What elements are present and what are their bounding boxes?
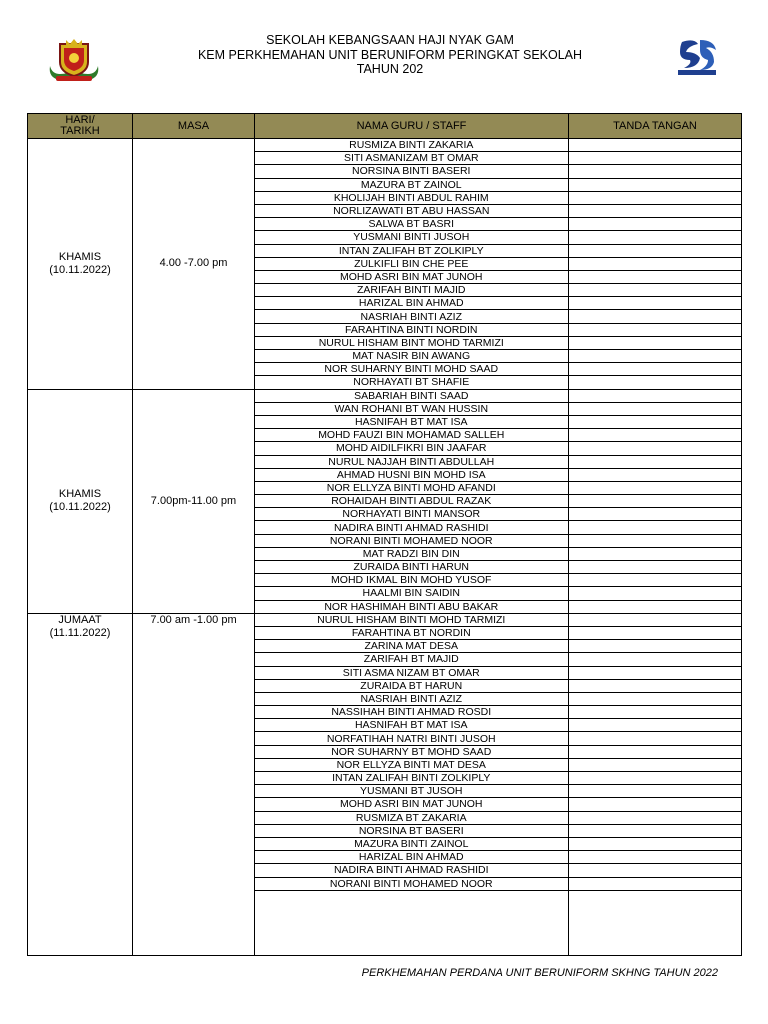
header-nama: NAMA GURU / STAFF (255, 114, 569, 138)
session-date: (11.11.2022) (49, 626, 111, 639)
signature-field[interactable] (568, 178, 741, 191)
staff-row (255, 547, 741, 560)
staff-name: ZARIFAH BT MAJID (255, 653, 568, 666)
signature-field[interactable] (568, 376, 741, 389)
signature-field[interactable] (568, 614, 741, 627)
staff-row (255, 468, 741, 481)
staff-row (255, 244, 741, 257)
event-year: TAHUN 202 (356, 62, 424, 76)
session-day-cell (28, 389, 133, 613)
staff-row (255, 455, 741, 468)
session-group-row (28, 389, 742, 613)
signature-field[interactable] (568, 521, 741, 534)
signature-field[interactable] (568, 851, 741, 864)
staff-name: NORFATIHAH NATRI BINTI JUSOH (255, 732, 568, 745)
signature-field[interactable] (568, 785, 741, 798)
staff-row (255, 257, 741, 270)
staff-row (255, 745, 741, 758)
staff-row (255, 508, 741, 521)
staff-name: MOHD FAUZI BIN MOHAMAD SALLEH (255, 429, 568, 442)
session-day-cell (28, 139, 133, 390)
staff-row (255, 165, 741, 178)
staff-row (255, 600, 741, 613)
staff-row (255, 376, 741, 389)
header-hari-tarikh: HARI/ TARIKH (28, 114, 133, 139)
staff-name: MAT NASIR BIN AWANG (255, 350, 568, 363)
session-date: (10.11.2022) (49, 263, 111, 276)
signature-field[interactable] (568, 152, 741, 165)
staff-name: NURUL HISHAM BINTI MOHD TARMIZI (255, 614, 568, 627)
staff-row (255, 231, 741, 244)
staff-name: NADIRA BINTI AHMAD RASHIDI (255, 864, 568, 877)
staff-name: YUSMANI BT JUSOH (255, 785, 568, 798)
session-date: (10.11.2022) (49, 501, 111, 514)
signature-field[interactable] (568, 310, 741, 323)
staff-name: ZARINA MAT DESA (255, 640, 568, 653)
staff-row (255, 666, 741, 679)
signature-field[interactable] (568, 653, 741, 666)
staff-row (255, 837, 741, 850)
staff-name: HASNIFAH BT MAT ISA (255, 415, 568, 428)
session-time: 7.00 am -1.00 pm (150, 613, 237, 626)
staff-row (255, 679, 741, 692)
staff-row (255, 363, 741, 376)
staff-name: INTAN ZALIFAH BINTI ZOLKIPLY (255, 772, 568, 785)
staff-name: NASRIAH BINTI AZIZ (255, 310, 568, 323)
signature-field[interactable] (568, 297, 741, 310)
staff-name: NOR SUHARNY BT MOHD SAAD (255, 745, 568, 758)
signature-field[interactable] (568, 508, 741, 521)
staff-name: HAALMI BIN SAIDIN (255, 587, 568, 600)
signature-field[interactable] (568, 244, 741, 257)
staff-row (255, 640, 741, 653)
staff-name: RUSMIZA BT ZAKARIA (255, 811, 568, 824)
staff-row (255, 323, 741, 336)
signature-field[interactable] (568, 191, 741, 204)
signature-field[interactable] (568, 706, 741, 719)
staff-row (255, 692, 741, 705)
staff-name: NORANI BINTI MOHAMED NOOR (255, 877, 568, 890)
signature-field[interactable] (568, 495, 741, 508)
staff-name: NORSINA BT BASERI (255, 824, 568, 837)
session-time: 4.00 -7.00 pm (159, 257, 228, 270)
blank-name-cell (255, 890, 568, 955)
signature-field[interactable] (568, 363, 741, 376)
staff-row (255, 732, 741, 745)
staff-name: MAZURA BT ZAINOL (255, 178, 568, 191)
signature-field[interactable] (568, 429, 741, 442)
signature-field[interactable] (568, 692, 741, 705)
session-day: KHAMIS (58, 250, 102, 263)
staff-name: MOHD ASRI BIN MAT JUNOH (255, 798, 568, 811)
staff-name: MOHD AIDILFIKRI BIN JAAFAR (255, 442, 568, 455)
staff-row (255, 297, 741, 310)
signature-field[interactable] (568, 139, 741, 152)
signature-field[interactable] (568, 811, 741, 824)
signature-field[interactable] (568, 877, 741, 890)
signature-field[interactable] (568, 732, 741, 745)
staff-name: MOHD IKMAL BIN MOHD YUSOF (255, 574, 568, 587)
staff-name: NASRIAH BINTI AZIZ (255, 692, 568, 705)
staff-row (255, 191, 741, 204)
blank-signature-field[interactable] (568, 890, 741, 955)
staff-row (255, 864, 741, 877)
session-group-row (28, 613, 742, 955)
staff-row (255, 270, 741, 283)
staff-name: NORHAYATI BT SHAFIE (255, 376, 568, 389)
ministry-logo-icon (674, 36, 720, 78)
signature-field[interactable] (568, 415, 741, 428)
staff-name: AHMAD HUSNI BIN MOHD ISA (255, 468, 568, 481)
staff-name: SITI ASMA NIZAM BT OMAR (255, 666, 568, 679)
staff-name: MAT RADZI BIN DIN (255, 547, 568, 560)
header-masa: MASA (133, 114, 255, 139)
signature-field[interactable] (568, 390, 741, 403)
signature-field[interactable] (568, 231, 741, 244)
staff-row (255, 336, 741, 349)
staff-list-cell (255, 613, 742, 955)
signature-field[interactable] (568, 323, 741, 336)
staff-row (255, 851, 741, 864)
staff-row (255, 719, 741, 732)
session-day: JUMAAT (58, 613, 102, 626)
header-nama-tanda (255, 114, 742, 139)
attendance-table (27, 113, 742, 956)
staff-row (255, 561, 741, 574)
staff-row (255, 204, 741, 217)
signature-field[interactable] (568, 204, 741, 217)
staff-row (255, 139, 741, 152)
staff-name: FARAHTINA BINTI NORDIN (255, 323, 568, 336)
signature-field[interactable] (568, 666, 741, 679)
signature-field[interactable] (568, 257, 741, 270)
staff-row (255, 614, 741, 627)
staff-name: NOR ELLYZA BINTI MAT DESA (255, 758, 568, 771)
staff-name: HASNIFAH BT MAT ISA (255, 719, 568, 732)
staff-name: NURUL HISHAM BINT MOHD TARMIZI (255, 336, 568, 349)
signature-field[interactable] (568, 336, 741, 349)
staff-name: ROHAIDAH BINTI ABDUL RAZAK (255, 495, 568, 508)
staff-name: SALWA BT BASRI (255, 218, 568, 231)
staff-row (255, 811, 741, 824)
staff-name: SITI ASMANIZAM BT OMAR (255, 152, 568, 165)
staff-name: ZULKIFLI BIN CHE PEE (255, 257, 568, 270)
staff-list-cell (255, 389, 742, 613)
staff-row (255, 218, 741, 231)
staff-name: NOR ELLYZA BINTI MOHD AFANDI (255, 481, 568, 494)
signature-field[interactable] (568, 719, 741, 732)
staff-row (255, 310, 741, 323)
school-crest-icon (46, 36, 102, 84)
staff-row (255, 402, 741, 415)
staff-row (255, 758, 741, 771)
session-day: KHAMIS (58, 488, 102, 501)
staff-name: ZURAIDA BT HARUN (255, 679, 568, 692)
signature-field[interactable] (568, 402, 741, 415)
staff-row (255, 415, 741, 428)
event-title: KEM PERKHEMAHAN UNIT BERUNIFORM PERINGKAT SEKOLAH (197, 47, 583, 62)
staff-name: HARIZAL BIN AHMAD (255, 851, 568, 864)
signature-field[interactable] (568, 270, 741, 283)
staff-row (255, 350, 741, 363)
staff-name: RUSMIZA BINTI ZAKARIA (255, 139, 568, 152)
staff-name: NORHAYATI BINTI MANSOR (255, 508, 568, 521)
signature-field[interactable] (568, 679, 741, 692)
document-header (110, 33, 670, 77)
header-tanda-tangan: TANDA TANGAN (613, 120, 697, 132)
signature-field[interactable] (568, 640, 741, 653)
signature-field[interactable] (568, 864, 741, 877)
session-time-cell (133, 613, 255, 955)
staff-row (255, 495, 741, 508)
staff-row (255, 390, 741, 403)
session-day-cell (28, 613, 133, 955)
staff-row (255, 284, 741, 297)
signature-field[interactable] (568, 574, 741, 587)
staff-row (255, 772, 741, 785)
page-footer: PERKHEMAHAN PERDANA UNIT BERUNIFORM SKHNG TAHUN 2022 (361, 967, 718, 979)
signature-field[interactable] (568, 587, 741, 600)
signature-field[interactable] (568, 547, 741, 560)
session-time-cell (133, 139, 255, 390)
staff-row (255, 534, 741, 547)
staff-list-cell (255, 139, 742, 390)
staff-name: ZARIFAH BINTI MAJID (255, 284, 568, 297)
staff-name: NORLIZAWATI BT ABU HASSAN (255, 204, 568, 217)
signature-field[interactable] (568, 772, 741, 785)
staff-row (255, 429, 741, 442)
signature-field[interactable] (568, 481, 741, 494)
signature-field[interactable] (568, 745, 741, 758)
staff-row (255, 798, 741, 811)
signature-field[interactable] (568, 758, 741, 771)
signature-field[interactable] (568, 626, 741, 639)
staff-row (255, 824, 741, 837)
staff-row (255, 178, 741, 191)
staff-name: NURUL NAJJAH BINTI ABDULLAH (255, 455, 568, 468)
signature-field[interactable] (568, 165, 741, 178)
staff-name: INTAN ZALIFAH BT ZOLKIPLY (255, 244, 568, 257)
staff-row (255, 152, 741, 165)
session-time: 7.00pm-11.00 pm (150, 494, 237, 507)
staff-name: NOR HASHIMAH BINTI ABU BAKAR (255, 600, 568, 613)
signature-field[interactable] (568, 600, 741, 613)
signature-field[interactable] (568, 455, 741, 468)
staff-name: NOR SUHARNY BINTI MOHD SAAD (255, 363, 568, 376)
staff-name: KHOLIJAH BINTI ABDUL RAHIM (255, 191, 568, 204)
school-name: SEKOLAH KEBANGSAAN HAJI NYAK GAM (266, 33, 514, 47)
signature-field[interactable] (568, 561, 741, 574)
staff-name: NADIRA BINTI AHMAD RASHIDI (255, 521, 568, 534)
staff-name: HARIZAL BIN AHMAD (255, 297, 568, 310)
signature-field[interactable] (568, 837, 741, 850)
staff-row (255, 626, 741, 639)
session-group-row (28, 139, 742, 390)
signature-field[interactable] (568, 468, 741, 481)
staff-row (255, 785, 741, 798)
staff-name: NORANI BINTI MOHAMED NOOR (255, 534, 568, 547)
session-time-cell (133, 389, 255, 613)
staff-name: WAN ROHANI BT WAN HUSSIN (255, 402, 568, 415)
signature-field[interactable] (568, 798, 741, 811)
staff-row (255, 574, 741, 587)
staff-name: SABARIAH BINTI SAAD (255, 390, 568, 403)
staff-name: MAZURA BINTI ZAINOL (255, 837, 568, 850)
staff-name: ZURAIDA BINTI HARUN (255, 561, 568, 574)
signature-field[interactable] (568, 284, 741, 297)
staff-row (255, 521, 741, 534)
blank-row (255, 890, 741, 955)
signature-field[interactable] (568, 824, 741, 837)
staff-name: NASSIHAH BINTI AHMAD ROSDI (255, 706, 568, 719)
staff-name: YUSMANI BINTI JUSOH (255, 231, 568, 244)
signature-field[interactable] (568, 534, 741, 547)
table-header-row (28, 114, 742, 139)
staff-row (255, 587, 741, 600)
staff-name: MOHD ASRI BIN MAT JUNOH (255, 270, 568, 283)
staff-row (255, 442, 741, 455)
staff-row (255, 481, 741, 494)
staff-row (255, 877, 741, 890)
staff-name: FARAHTINA BT NORDIN (255, 626, 568, 639)
signature-field[interactable] (568, 218, 741, 231)
staff-row (255, 706, 741, 719)
staff-row (255, 653, 741, 666)
signature-field[interactable] (568, 442, 741, 455)
signature-field[interactable] (568, 350, 741, 363)
staff-name: NORSINA BINTI BASERI (255, 165, 568, 178)
